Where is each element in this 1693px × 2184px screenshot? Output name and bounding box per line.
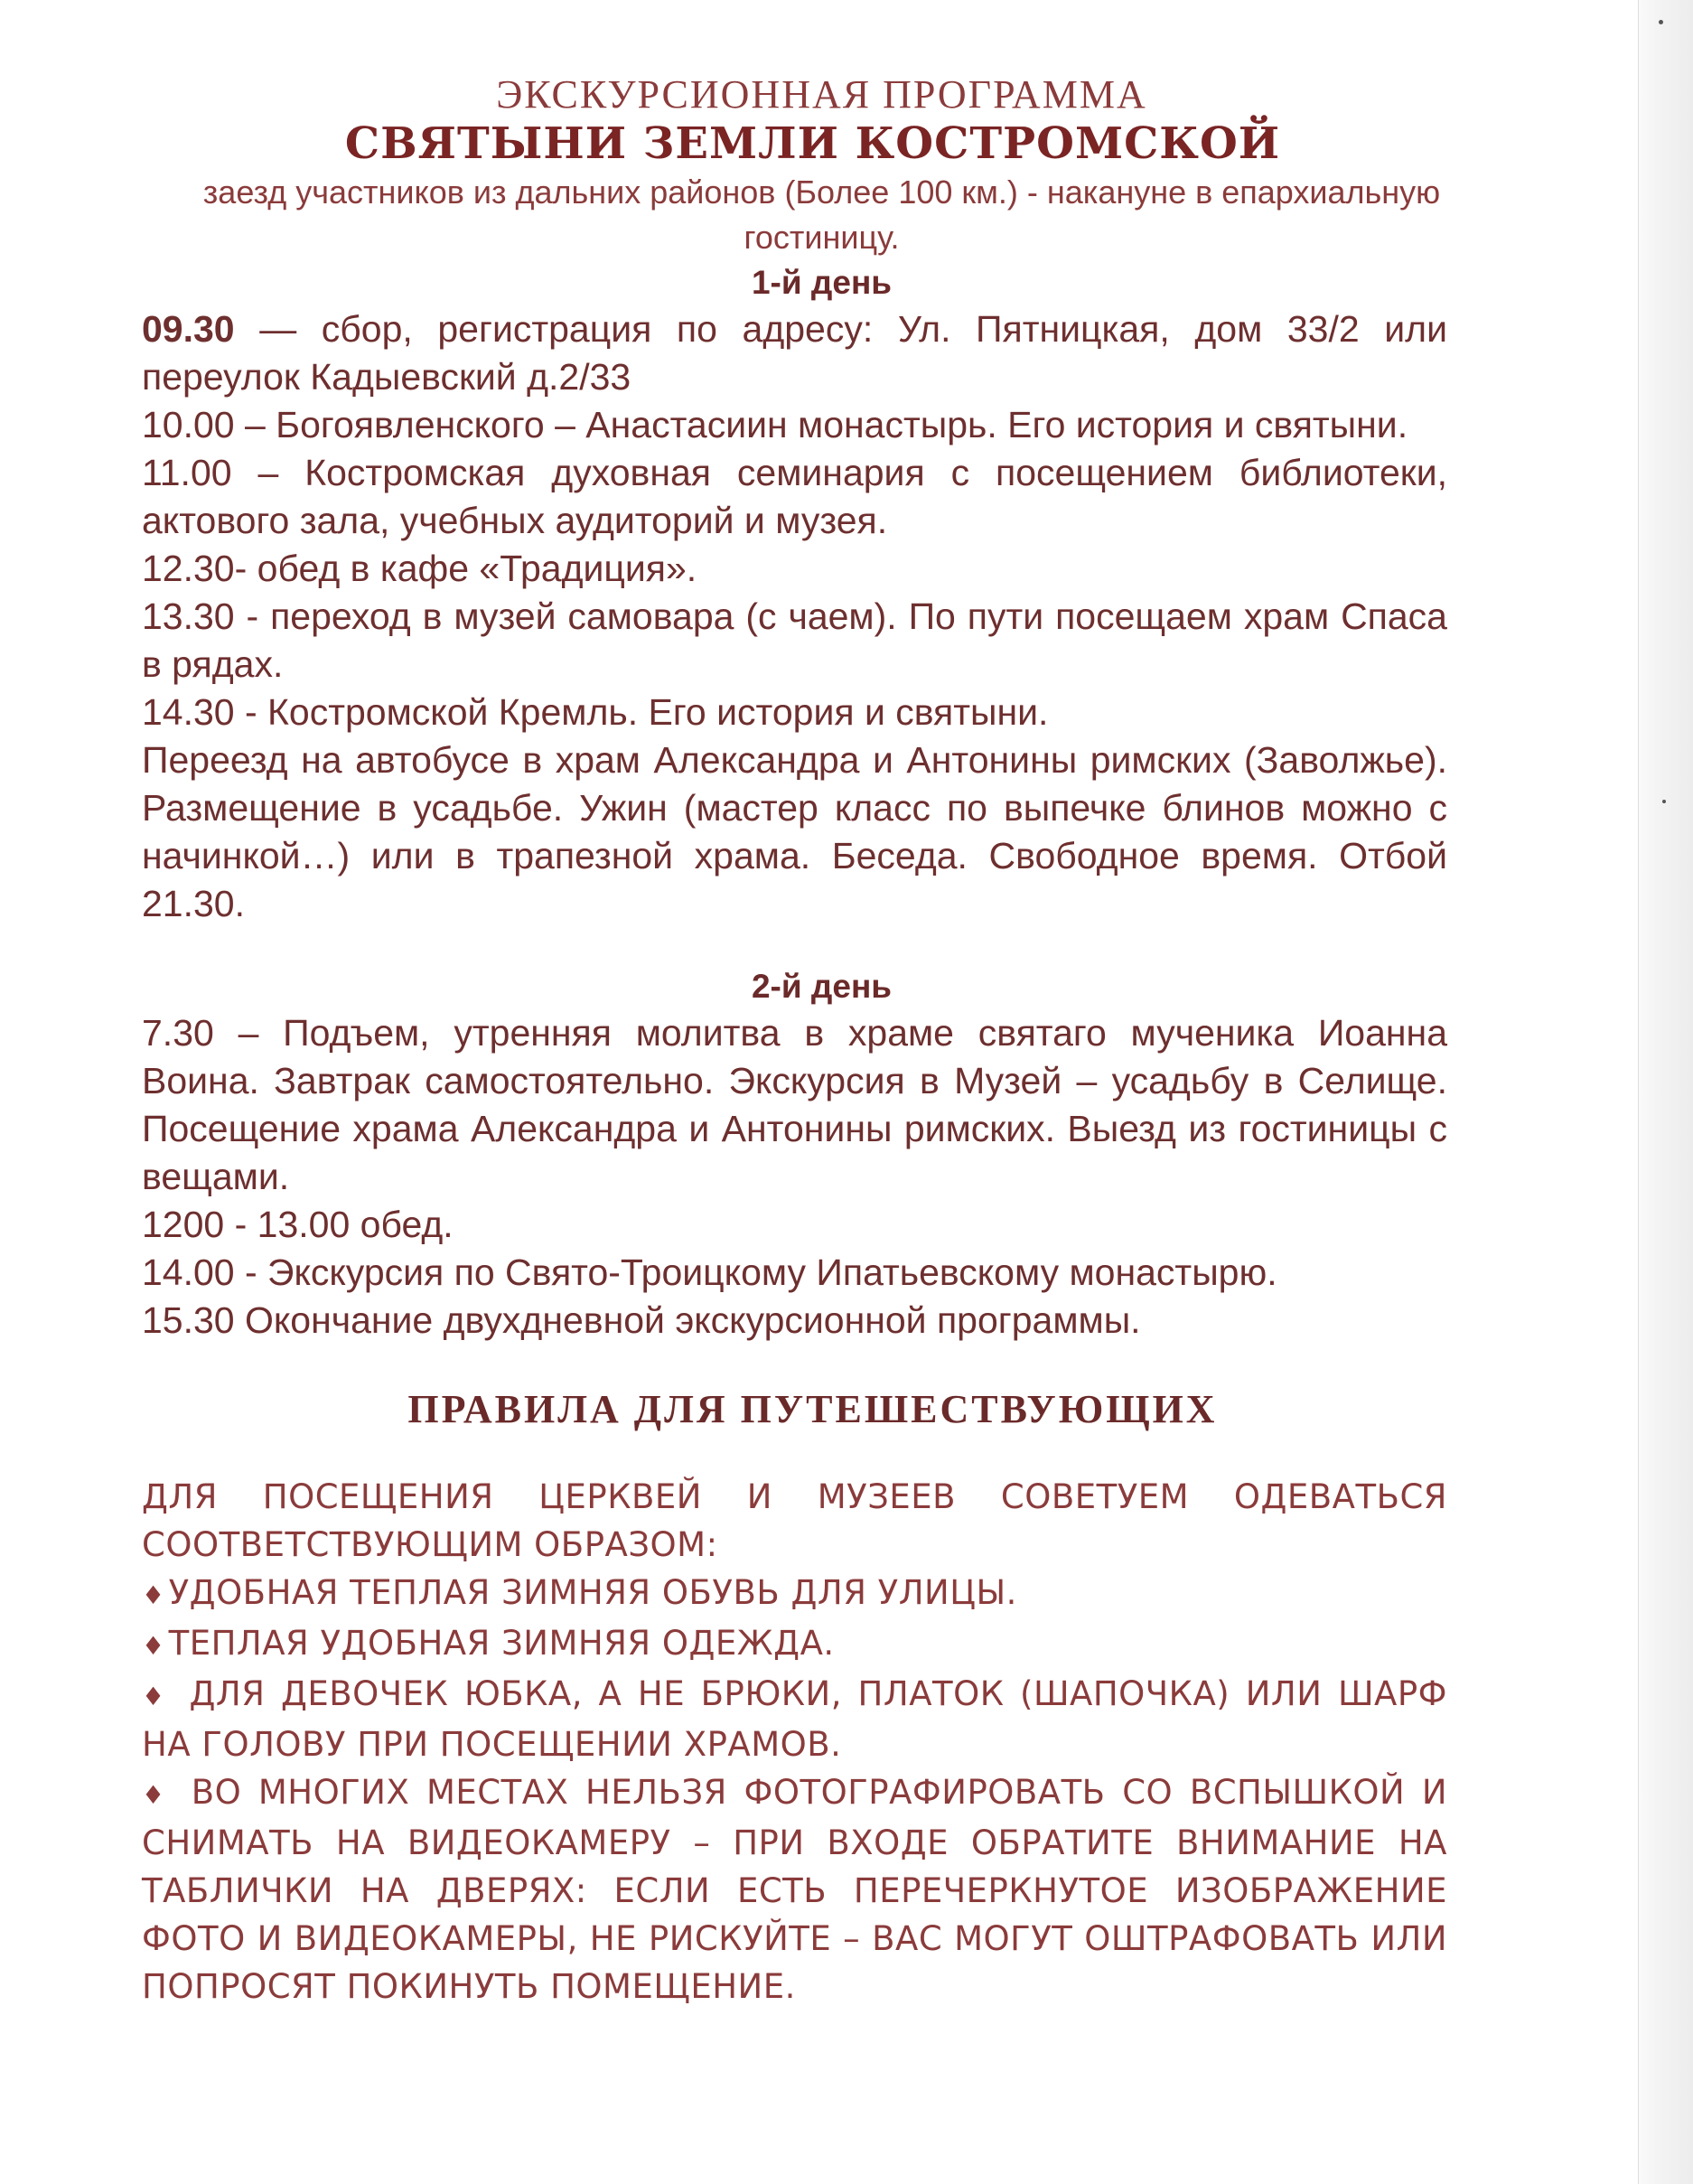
schedule-item: 13.30 - переход в музей самовара (с чаем). По пути посещаем храм Спаса в рядах. bbox=[142, 595, 1447, 685]
day-1-schedule bbox=[142, 305, 1447, 928]
schedule-item: 14.30 - Костромской Кремль. Его история и святыни. bbox=[142, 691, 1049, 733]
schedule-item: 12.30- обед в кафе «Традиция». bbox=[142, 548, 697, 589]
schedule-text: — сбор, регистрация по адресу: Ул. Пятницкая, дом 33/2 или переулок Кадыевский д.2/33 bbox=[142, 308, 1447, 398]
schedule-item: 1200 - 13.00 обед. bbox=[142, 1204, 454, 1245]
rule-text: ТЕПЛАЯ УДОБНАЯ ЗИМНЯЯ ОДЕЖДА. bbox=[168, 1624, 835, 1663]
rules-list bbox=[142, 1473, 1447, 2011]
schedule-item: Переезд на автобусе в храм Александра и Антонины римских (Заволжье). Размещение в усадьбе. Ужин (мастер класс по выпечке блинов можно с начинкой…) или в трапезной храма. Беседа. Свободное время. Отбой 21.30. bbox=[142, 739, 1447, 924]
day-1-heading: 1-й день bbox=[751, 264, 893, 301]
schedule-item: 7.30 – Подъем, утренняя молитва в храме святаго мученика Иоанна Воина. Завтрак самостоятельно. Экскурсия в Музей – усадьбу в Селище. Посещение храма Александра и Антонины римских. Выезд из гостиницы с вещами. bbox=[142, 1012, 1447, 1197]
rule-text: ВО МНОГИХ МЕСТАХ НЕЛЬЗЯ ФОТОГРАФИРОВАТЬ СО ВСПЫШКОЙ И СНИМАТЬ НА ВИДЕОКАМЕРУ – ПРИ ВХОДЕ ОБРАТИТЕ ВНИМАНИЕ НА ТАБЛИЧКИ НА ДВЕРЯХ: ЕСЛИ ЕСТЬ ПЕРЕЧЕРКНУТОЕ ИЗОБРАЖЕНИЕ ФОТО И ВИДЕОКАМЕРЫ, НЕ РИСКУЙТЕ – ВАС МОГУТ ОШТРАФОВАТЬ ИЛИ ПОПРОСЯТ ПОКИНУТЬ ПОМЕЩЕНИЕ. bbox=[142, 1773, 1448, 2006]
schedule-item: 14.00 - Экскурсия по Свято-Троицкому Ипатьевскому монастырю. bbox=[142, 1251, 1277, 1293]
schedule-time: 09.30 bbox=[142, 308, 235, 350]
scan-speck bbox=[1662, 800, 1666, 803]
rule-text: УДОБНАЯ ТЕПЛАЯ ЗИМНЯЯ ОБУВЬ ДЛЯ УЛИЦЫ. bbox=[168, 1573, 1017, 1612]
schedule-item bbox=[142, 305, 1447, 401]
diamond-bullet-icon: ♦ bbox=[142, 1631, 165, 1661]
scan-page-edge bbox=[1638, 0, 1693, 2184]
diamond-bullet-icon: ♦ bbox=[142, 1780, 172, 1810]
diamond-bullet-icon: ♦ bbox=[142, 1682, 170, 1711]
schedule-item: 11.00 – Костромская духовная семинария с посещением библиотеки, актового зала, учебных аудиторий и музея. bbox=[142, 452, 1447, 541]
diamond-bullet-icon: ♦ bbox=[142, 1580, 165, 1610]
rules-intro: ДЛЯ ПОСЕЩЕНИЯ ЦЕРКВЕЙ И МУЗЕЕВ СОВЕТУЕМ ОДЕВАТЬСЯ СООТВЕТСТВУЮЩИМ ОБРАЗОМ: bbox=[142, 1477, 1447, 1564]
rules-heading: ПРАВИЛА ДЛЯ ПУТЕШЕСТВУЮЩИХ bbox=[407, 1387, 1218, 1431]
day-2-heading: 2-й день bbox=[751, 968, 893, 1005]
schedule-item: 15.30 Окончание двухдневной экскурсионной программы. bbox=[142, 1299, 1141, 1341]
document-page bbox=[142, 72, 1447, 2011]
rule-text: ДЛЯ ДЕВОЧЕК ЮБКА, А НЕ БРЮКИ, ПЛАТОК (ШАПОЧКА) ИЛИ ШАРФ НА ГОЛОВУ ПРИ ПОСЕЩЕНИИ ХРАМОВ. bbox=[142, 1674, 1448, 1764]
program-kicker: ЭКСКУРСИОННАЯ ПРОГРАММА bbox=[496, 72, 1147, 117]
rule-item bbox=[142, 1670, 1447, 1768]
rule-item bbox=[142, 1768, 1447, 2011]
scan-speck bbox=[1659, 20, 1663, 24]
rule-item bbox=[142, 1619, 1447, 1670]
arrival-note: заезд участников из дальних районов (Более 100 км.) - накануне в епархиальную гостиницу. bbox=[202, 173, 1441, 256]
program-title: СВЯТЫНИ ЗЕМЛИ КОСТРОМСКОЙ bbox=[344, 118, 1281, 169]
schedule-item: 10.00 – Богоявленского – Анастасиин монастырь. Его история и святыни. bbox=[142, 404, 1408, 445]
rule-item bbox=[142, 1569, 1447, 1619]
day-2-schedule bbox=[142, 1009, 1447, 1345]
